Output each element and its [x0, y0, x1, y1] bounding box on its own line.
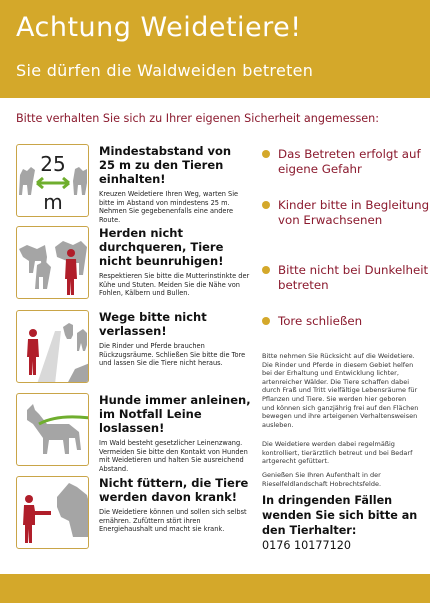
rule-body: Kreuzen Weidetiere Ihren Weg, warten Sie bitte im Abstand von mindestens 25 m. Nehmen Sie gegebenenfalls eine andere Route. — [99, 190, 239, 224]
emergency-text: In dringenden Fällen wenden Sie sich bitte an den Tierhalter: — [262, 494, 418, 537]
rule-body: Die Rinder und Pferde brauchen Rückzugsräume. Schließen Sie bitte die Tore und lassen Sie die Tiere nicht heraus. — [99, 342, 246, 368]
rule-path — [16, 310, 251, 383]
cow-distance-icon — [16, 144, 89, 217]
bullet-item: Kinder bitte in Begleitung von Erwachsenen — [262, 198, 430, 228]
info-paragraph: Bitte nehmen Sie Rücksicht auf die Weidetiere. Die Rinder und Pferde in diesem Gebiet helfen bei der Erhaltung und Entwicklung lichter, artenreicher Wälder. Die Tiere schaffen dabei durch Fraß und Tritt vielfältige Lebensräume für Pflanzen und Tiere. Sie werden hier geboren und können sich ganzjährig frei auf den Flächen bewegen und ihre arteigenen Verhaltensweisen ausleben. — [262, 352, 419, 429]
bullet-dot-icon — [262, 150, 270, 158]
rule-heading: Wege bitte nicht verlassen! — [99, 310, 207, 338]
emergency-phone[interactable]: 0176 10177120 — [262, 539, 351, 552]
herd-person-icon — [16, 226, 89, 299]
bullet-item: Das Betreten erfolgt auf eigene Gefahr — [262, 147, 430, 177]
rule-distance — [16, 144, 251, 224]
bullet-item: Bitte nicht bei Dunkelheit betreten — [262, 263, 430, 293]
rule-heading: Herden nicht durchqueren, Tiere nicht beunruhigen! — [99, 226, 224, 268]
stay-on-path-icon — [16, 310, 89, 383]
distance-unit: m — [43, 190, 63, 214]
no-feeding-icon — [16, 476, 89, 549]
info-paragraph: Genießen Sie Ihren Aufenthalt in der Rieselfeldlandschaft Hobrechtsfelde. — [262, 471, 382, 488]
rule-body: Im Wald besteht gesetzlicher Leinenzwang. Vermeiden Sie bitte den Kontakt von Hunden mit Weidetieren und halten Sie ausreichend Abstand. — [99, 439, 248, 473]
rule-heading: Nicht füttern, die Tiere werden davon krank! — [99, 476, 249, 504]
intro-text: Bitte verhalten Sie sich zu Ihrer eigenen Sicherheit angemessen: — [16, 112, 380, 125]
rule-heading: Hunde immer anleinen, im Notfall Leine loslassen! — [99, 393, 251, 435]
emergency-contact — [262, 493, 422, 553]
page-subtitle: Sie dürfen die Waldweiden betreten — [16, 61, 314, 80]
distance-number: 25 — [40, 152, 66, 176]
footer-bar — [0, 574, 430, 603]
rule-feeding — [16, 476, 251, 549]
rule-heading: Mindestabstand von 25 m zu den Tieren einhalten! — [99, 144, 232, 186]
bullet-dot-icon — [262, 266, 270, 274]
bullet-item: Tore schließen — [262, 314, 430, 329]
rule-herd — [16, 226, 251, 299]
bullet-dot-icon — [262, 317, 270, 325]
rule-body: Die Weidetiere können und sollen sich selbst ernähren. Zufüttern stört ihren Energiehaushalt und macht sie krank. — [99, 508, 247, 534]
header-banner — [0, 0, 430, 98]
rule-dog — [16, 393, 251, 473]
rule-body: Respektieren Sie bitte die Mutterinstinkte der Kühe und Stuten. Meiden Sie die Nähe von Fohlen, Kälbern und Bullen. — [99, 272, 250, 298]
page-title: Achtung Weidetiere! — [16, 12, 302, 43]
info-paragraph: Die Weidetiere werden dabei regelmäßig kontrolliert, tierärztlich betreut und bei Bedarf artgerecht gefüttert. — [262, 440, 413, 466]
bullet-dot-icon — [262, 201, 270, 209]
dog-leash-icon — [16, 393, 89, 466]
